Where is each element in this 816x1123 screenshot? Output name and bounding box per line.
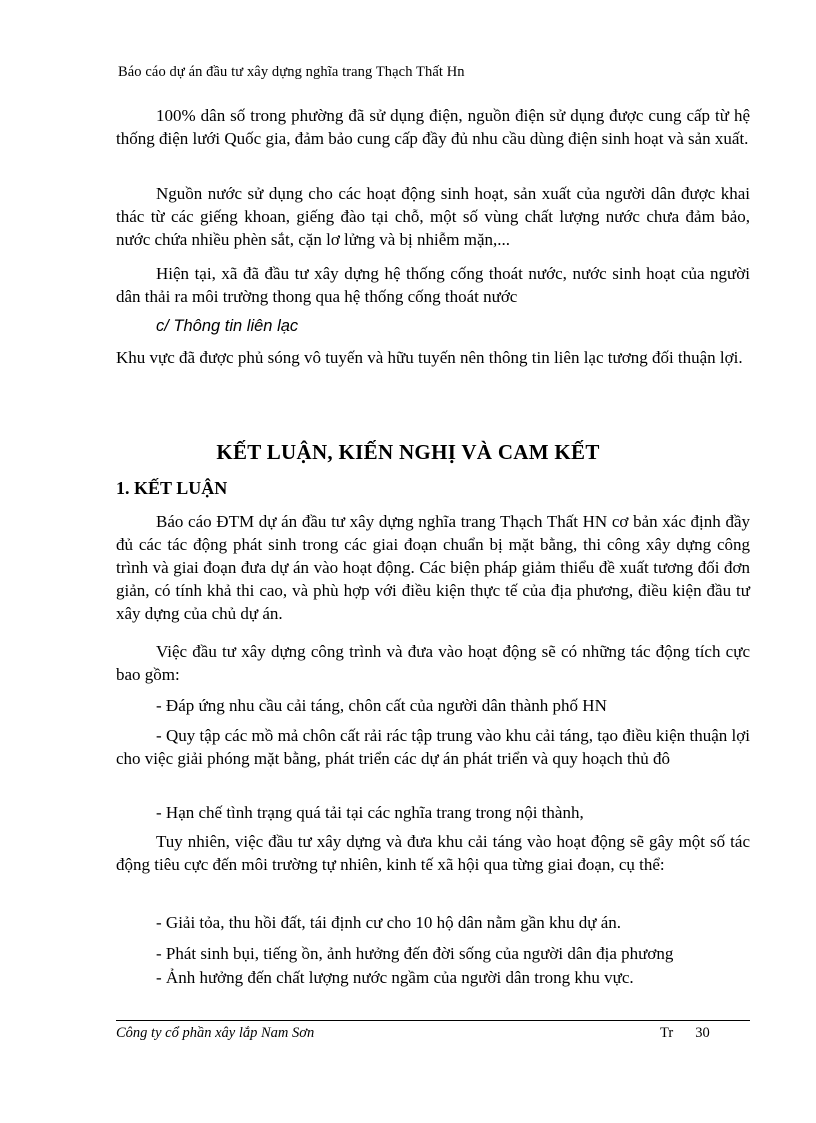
list-item-negative: - Giải tỏa, thu hồi đất, tái định cư cho 10 hộ dân nằm gần khu dự án.: [156, 913, 622, 932]
list-item-negative: - Ảnh hưởng đến chất lượng nước ngầm của người dân trong khu vực.: [156, 968, 634, 987]
list-item-positive: - Quy tập các mồ mả chôn cất rải rác tập trung vào khu cải táng, tạo điều kiện thuận lợi cho việc giải phóng mặt bằng, phát triển các dự án phát triển và quy hoạch thủ đô: [116, 726, 750, 768]
paragraph-conclusion-intro: Báo cáo ĐTM dự án đầu tư xây dựng nghĩa trang Thạch Thất HN cơ bản xác định đầy đủ các tác động phát sinh trong các giai đoạn chuẩn bị mặt bằng, thi công xây dựng công trình và giai đoạn đưa dự án vào hoạt động. Các biện pháp giảm thiểu đề xuất tương đối đơn giản, có tính khả thi cao, và phù hợp với điều kiện thực tế của địa phương, điều kiện đầu tư xây dựng của chủ dự án.: [116, 512, 750, 623]
main-heading: KẾT LUẬN, KIẾN NGHỊ VÀ CAM KẾT: [216, 440, 600, 464]
paragraph-drainage: Hiện tại, xã đã đầu tư xây dựng hệ thống cống thoát nước, nước sinh hoạt của người dân thải ra môi trường thong qua hệ thống cống thoát nước: [116, 264, 750, 306]
footer-page-number: [660, 1025, 710, 1042]
running-header: Báo cáo dự án đầu tư xây dựng nghĩa trang Thạch Thất Hn: [118, 64, 465, 80]
paragraph-communication: Khu vực đã được phủ sóng vô tuyến và hữu tuyến nên thông tin liên lạc tương đối thuận lợi.: [116, 348, 743, 367]
page-label: Tr: [660, 1025, 674, 1041]
list-item-negative: - Phát sinh bụi, tiếng ồn, ảnh hưởng đến đời sống của người dân địa phương: [156, 944, 674, 963]
list-item-positive: - Đáp ứng nhu cầu cải táng, chôn cất của người dân thành phố HN: [156, 696, 607, 715]
subheading-communication: c/ Thông tin liên lạc: [156, 317, 299, 335]
footer-divider: [116, 1020, 750, 1021]
page-number: 30: [695, 1025, 710, 1041]
paragraph-electricity: 100% dân số trong phường đã sử dụng điện, nguồn điện sử dụng được cung cấp từ hệ thống điện lưới Quốc gia, đảm bảo cung cấp đầy đủ nhu cầu dùng điện sinh hoạt và sản xuất.: [116, 106, 750, 148]
section-heading: 1. KẾT LUẬN: [116, 478, 228, 498]
list-item-positive: - Hạn chế tình trạng quá tải tại các nghĩa trang trong nội thành,: [156, 803, 584, 822]
footer-company: Công ty cổ phần xây lắp Nam Sơn: [116, 1025, 315, 1041]
paragraph-positive-intro: Việc đầu tư xây dựng công trình và đưa vào hoạt động sẽ có những tác động tích cực bao gồm:: [116, 642, 750, 684]
paragraph-water: Nguồn nước sử dụng cho các hoạt động sinh hoạt, sản xuất của người dân được khai thác từ các giếng khoan, giếng đào tại chỗ, một số vùng chất lượng nước chưa đảm bảo, nước chứa nhiều phèn sắt, cặn lơ lửng và bị nhiễm mặn,...: [116, 184, 750, 249]
paragraph-negative-intro: Tuy nhiên, việc đầu tư xây dựng và đưa khu cải táng vào hoạt động sẽ gây một số tác động tiêu cực đến môi trường tự nhiên, kinh tế xã hội qua từng giai đoạn, cụ thể:: [116, 832, 750, 874]
